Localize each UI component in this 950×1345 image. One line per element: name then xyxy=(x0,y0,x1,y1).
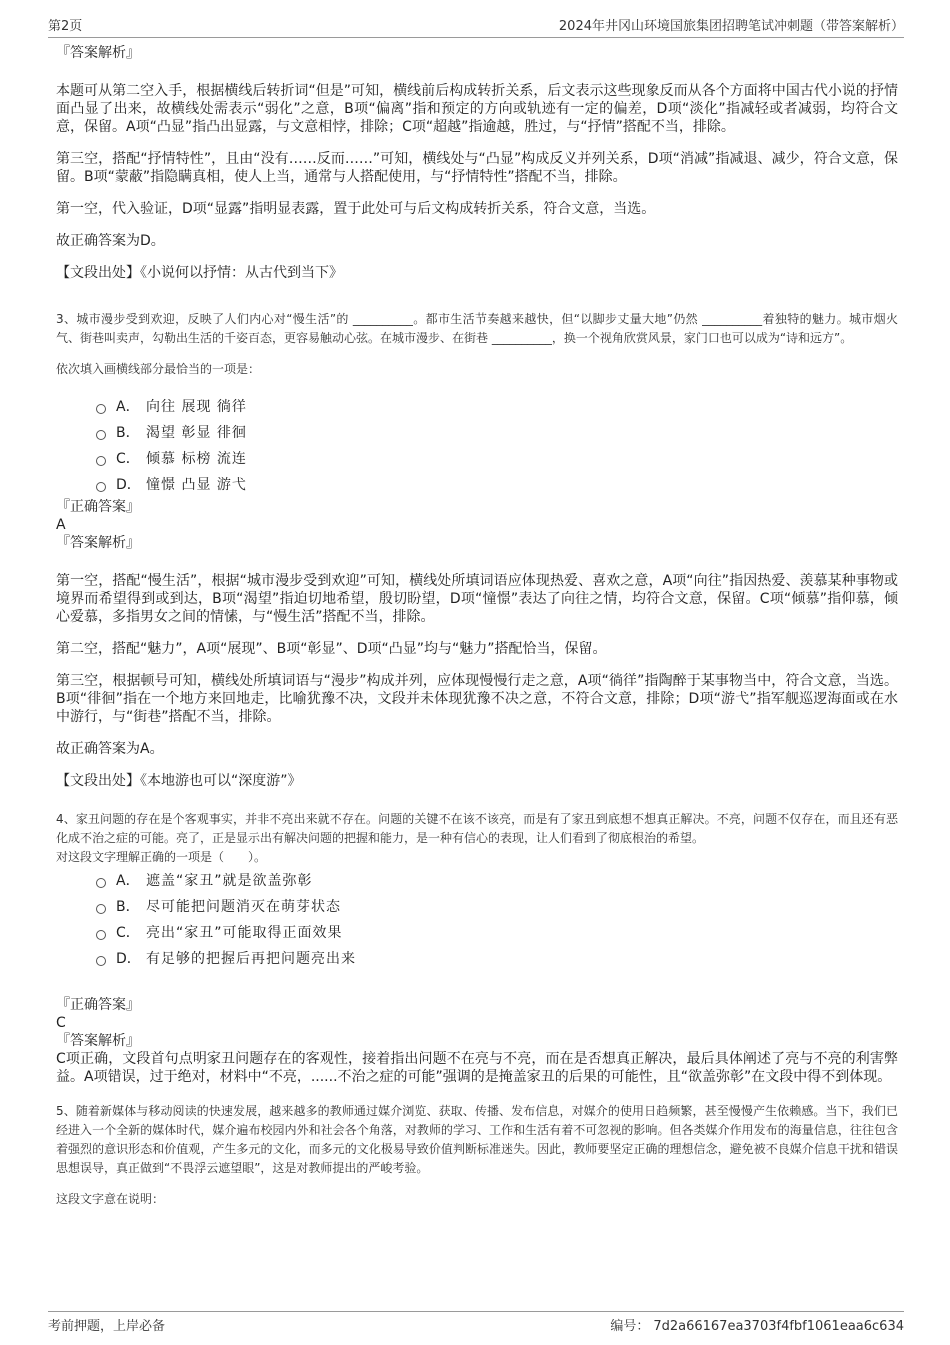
option-text: 憧憬 凸显 游弋 xyxy=(146,477,247,493)
option-text: 倾慕 标榜 流连 xyxy=(146,451,247,467)
question-stem: 3、城市漫步受到欢迎，反映了人们内心对“慢生活”的 __________。都市生活节奏越来越快，但“以脚步丈量大地”仍然 __________着独特的魅力。城市烟火气、街巷叫卖声，勾勒出生活的千姿百态，更容易触动心弦。在城市漫步、在街巷 __________，换一个视角欣赏风景，家门口也可以成为“诗和远方”。 xyxy=(56,312,898,345)
document-title: 2024年井冈山环境国旅集团招聘笔试冲刺题（带答案解析） xyxy=(558,19,904,34)
correct-answer-tag: 『正确答案』 xyxy=(56,997,140,1013)
document-id-value: 7d2a66167ea3703f4fbf1061eaa6c634 xyxy=(653,1319,904,1334)
analysis-paragraph: C项正确，文段首句点明家丑问题存在的客观性，接着指出问题不在亮与不亮，而在是否想真正解决，最后具体阐述了亮与不亮的利害弊益。A项错误，过于绝对，材料中“不亮，......不治之症的可能”强调的是掩盖家丑的后果的可能性，且“欲盖弥彰”在文段中得不到体现。 xyxy=(56,1051,898,1085)
radio-icon[interactable] xyxy=(96,404,106,414)
radio-icon[interactable] xyxy=(96,430,106,440)
analysis-tag: 『答案解析』 xyxy=(56,535,140,551)
option-letter: A． xyxy=(116,399,140,415)
page-header xyxy=(48,12,904,38)
final-answer-line: 故正确答案为D。 xyxy=(56,233,165,249)
question-2-analysis xyxy=(56,44,898,282)
analysis-tag: 『答案解析』 xyxy=(56,1033,140,1049)
radio-icon[interactable] xyxy=(96,878,106,888)
question-5 xyxy=(56,1102,898,1208)
correct-answer: C xyxy=(56,1015,66,1031)
page-footer xyxy=(48,1311,904,1337)
radio-icon[interactable] xyxy=(96,482,106,492)
option-d[interactable] xyxy=(96,946,898,972)
document-id-label: 编号： xyxy=(610,1319,650,1334)
question-4 xyxy=(56,810,898,1086)
analysis-paragraph: 第一空，代入验证，D项“显露”指明显表露，置于此处可与后文构成转折关系，符合文意，当选。 xyxy=(56,201,656,217)
question-prompt: 对这段文字理解正确的一项是（ ）。 xyxy=(56,850,267,864)
option-letter: C． xyxy=(116,451,140,467)
option-d[interactable] xyxy=(96,472,898,498)
question-stem: 4、家丑问题的存在是个客观事实，并非不亮出来就不存在。问题的关键不在该不该亮，而是有了家丑到底想不想真正解决。不亮，问题不仅存在，而且还有恶化成不治之症的可能。亮了，正是显示出有解决问题的把握和能力，是一种有信心的表现，让人们看到了彻底根治的希望。 xyxy=(56,812,898,845)
document-id xyxy=(610,1315,904,1334)
option-text: 渴望 彰显 徘徊 xyxy=(146,425,247,441)
option-letter: B． xyxy=(116,425,140,441)
question-stem: 5、随着新媒体与移动阅读的快速发展，越来越多的教师通过媒介浏览、获取、传播、发布信息，对媒介的使用日趋频繁，甚至慢慢产生依赖感。当下，我们已经进入一个全新的媒体时代，媒介遍布校园内外和社会各个角落，对教师的学习、工作和生活有着不可忽视的影响。但各类媒介作用发布的海量信息，往往包含着强烈的意识形态和价值观，产生多元的文化，而多元的文化极易导致价值判断标准迷失。因此，教师要坚定正确的理想信念，避免被不良媒介信息干扰和错误思想误导，真正做到“不畏浮云遮望眼”，这是对教师提出的严峻考验。 xyxy=(56,1104,898,1175)
option-c[interactable] xyxy=(96,920,898,946)
page-number: 第2页 xyxy=(48,19,83,34)
option-letter: B． xyxy=(116,899,140,915)
question-prompt: 这段文字意在说明： xyxy=(56,1192,165,1206)
option-letter: C． xyxy=(116,925,140,941)
analysis-paragraph: 第三空，根据顿号可知，横线处所填词语与“漫步”构成并列，应体现慢慢行走之意，A项“徜徉”指陶醉于某事物当中，符合文意，当选。B项“徘徊”指在一个地方来回地走，比喻犹豫不决，文段并未体现犹豫不决之意，不符合文意，排除；D项“游弋”指军舰巡逻海面或在水中游行，与“街巷”搭配不当，排除。 xyxy=(56,673,898,725)
option-letter: D． xyxy=(116,951,141,967)
radio-icon[interactable] xyxy=(96,456,106,466)
passage-source: 【文段出处】《小说何以抒情：从古代到当下》 xyxy=(56,265,343,281)
question-prompt: 依次填入画横线部分最恰当的一项是： xyxy=(56,362,261,376)
option-a[interactable] xyxy=(96,394,898,420)
question-3 xyxy=(56,310,898,790)
radio-icon[interactable] xyxy=(96,956,106,966)
option-text: 尽可能把问题消灭在萌芽状态 xyxy=(146,899,341,915)
option-list xyxy=(56,868,898,972)
option-list xyxy=(56,394,898,498)
option-text: 有足够的把握后再把问题亮出来 xyxy=(146,951,356,967)
option-letter: A． xyxy=(116,873,140,889)
analysis-paragraph: 本题可从第二空入手，根据横线后转折词“但是”可知，横线前后构成转折关系，后文表示这些现象反而从各个方面将中国古代小说的抒情面凸显了出来，故横线处需表示“弱化”之意，B项“偏离”指和预定的方向或轨迹有一定的偏差，D项“淡化”指减轻或者减弱，均符合文意，保留。A项“凸显”指凸出显露，与文意相悖，排除；C项“超越”指逾越，胜过，与“抒情”搭配不当，排除。 xyxy=(56,83,898,135)
analysis-paragraph: 第一空，搭配“慢生活”，根据“城市漫步受到欢迎”可知，横线处所填词语应体现热爱、喜欢之意，A项“向往”指因热爱、羡慕某种事物或境界而希望得到或到达，B项“渴望”指迫切地希望，殷切盼望，D项“憧憬”表达了向往之情，均符合文意，保留。C项“倾慕”指仰慕，倾心爱慕，多指男女之间的情愫，与“慢生活”搭配不当，排除。 xyxy=(56,573,898,625)
passage-source: 【文段出处】《本地游也可以“深度游”》 xyxy=(56,773,302,789)
radio-icon[interactable] xyxy=(96,930,106,940)
option-text: 亮出“家丑”可能取得正面效果 xyxy=(146,925,343,941)
radio-icon[interactable] xyxy=(96,904,106,914)
final-answer-line: 故正确答案为A。 xyxy=(56,741,164,757)
option-b[interactable] xyxy=(96,894,898,920)
option-c[interactable] xyxy=(96,446,898,472)
option-b[interactable] xyxy=(96,420,898,446)
correct-answer: A xyxy=(56,517,66,533)
correct-answer-tag: 『正确答案』 xyxy=(56,499,140,515)
analysis-paragraph: 第二空，搭配“魅力”，A项“展现”、B项“彰显”、D项“凸显”均与“魅力”搭配恰当，保留。 xyxy=(56,641,607,657)
document-body xyxy=(56,44,898,1208)
option-text: 向往 展现 徜徉 xyxy=(146,399,247,415)
analysis-tag: 『答案解析』 xyxy=(56,45,140,61)
footer-slogan: 考前押题，上岸必备 xyxy=(48,1319,166,1334)
option-text: 遮盖“家丑”就是欲盖弥彰 xyxy=(146,873,313,889)
analysis-paragraph: 第三空，搭配“抒情特性”，且由“没有……反而……”可知，横线处与“凸显”构成反义并列关系，D项“消减”指减退、减少，符合文意，保留。B项“蒙蔽”指隐瞒真相，使人上当，通常与人搭配使用，与“抒情特性”搭配不当，排除。 xyxy=(56,151,898,185)
option-a[interactable] xyxy=(96,868,898,894)
option-letter: D． xyxy=(116,477,141,493)
